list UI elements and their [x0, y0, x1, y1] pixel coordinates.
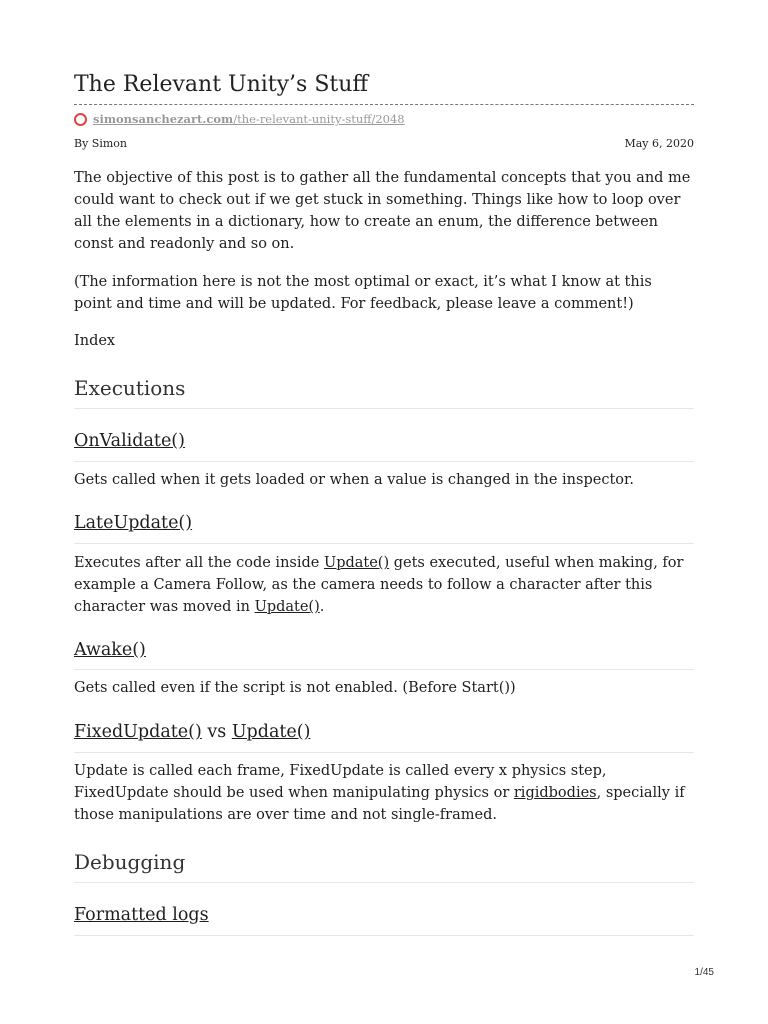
subheading-divider [74, 935, 694, 936]
fixedupdate-link[interactable]: FixedUpdate() [74, 722, 202, 742]
subheading-divider [74, 461, 694, 462]
subheading-divider [74, 752, 694, 753]
lateupdate-text-1: Executes after all the code inside [74, 555, 324, 571]
post-meta [74, 137, 694, 150]
onvalidate-body: Gets called when it gets loaded or when a value is changed in the inspector. [74, 472, 634, 488]
subheading-awake[interactable] [74, 640, 694, 660]
subheading-fixedupdate-vs-update [74, 722, 694, 742]
section-heading-debugging: Debugging [74, 850, 186, 874]
fixedupdate-body [74, 760, 694, 826]
circle-icon [74, 113, 87, 126]
index-label: Index [74, 333, 116, 349]
rigidbodies-link[interactable]: rigidbodies [513, 785, 597, 801]
post-title: The Relevant Unity’s Stuff [74, 72, 369, 97]
lateupdate-link[interactable]: LateUpdate() [74, 513, 193, 533]
section-divider [74, 408, 694, 409]
post-date: May 6, 2020 [624, 137, 694, 150]
title-divider [74, 104, 694, 105]
awake-link[interactable]: Awake() [74, 640, 146, 660]
update-link[interactable]: Update() [323, 555, 390, 571]
awake-body: Gets called even if the script is not enabled. (Before Start()) [74, 680, 516, 696]
update-link[interactable]: Update() [231, 722, 311, 742]
subheading-formatted-logs[interactable] [74, 905, 694, 925]
intro-paragraph: The objective of this post is to gather all the fundamental concepts that you and me could want to check out if we get stuck in something. Things like how to loop over all the elements in a dictionary, how to create an enum, the difference between const and readonly and so on. [74, 170, 691, 252]
fixedupdate-text-1: Update is called each frame, FixedUpdate is called every x physics step, FixedUpdate should be used when manipulating physics or [74, 763, 607, 801]
lateupdate-text-3: . [319, 599, 325, 615]
update-link[interactable]: Update() [254, 599, 320, 615]
section-divider [74, 882, 694, 883]
source-link[interactable] [74, 110, 405, 128]
subheading-lateupdate[interactable] [74, 513, 694, 533]
disclaimer-paragraph: (The information here is not the most optimal or exact, it’s what I know at this point and time and will be updated. For feedback, please leave a comment!) [74, 274, 652, 312]
onvalidate-link[interactable]: OnValidate() [74, 431, 185, 451]
lateupdate-text-2: gets executed, useful when making, for example a Camera Follow, as the camera needs to follow a character after this character was moved in [74, 555, 684, 615]
subheading-onvalidate[interactable] [74, 431, 694, 451]
fixedupdate-text-2: , specially if those manipulations are over time and not single-framed. [74, 785, 685, 823]
subheading-divider [74, 669, 694, 670]
source-path[interactable]: /the-relevant-unity-stuff/2048 [233, 112, 405, 126]
vs-label: vs [201, 722, 232, 742]
page-number: 1/45 [694, 967, 714, 978]
lateupdate-body [74, 552, 694, 618]
author: By Simon [74, 137, 127, 150]
section-heading-executions: Executions [74, 376, 186, 400]
subheading-divider [74, 543, 694, 544]
source-domain[interactable]: simonsanchezart.com [93, 112, 234, 126]
formatted-logs-link[interactable]: Formatted logs [74, 905, 209, 925]
